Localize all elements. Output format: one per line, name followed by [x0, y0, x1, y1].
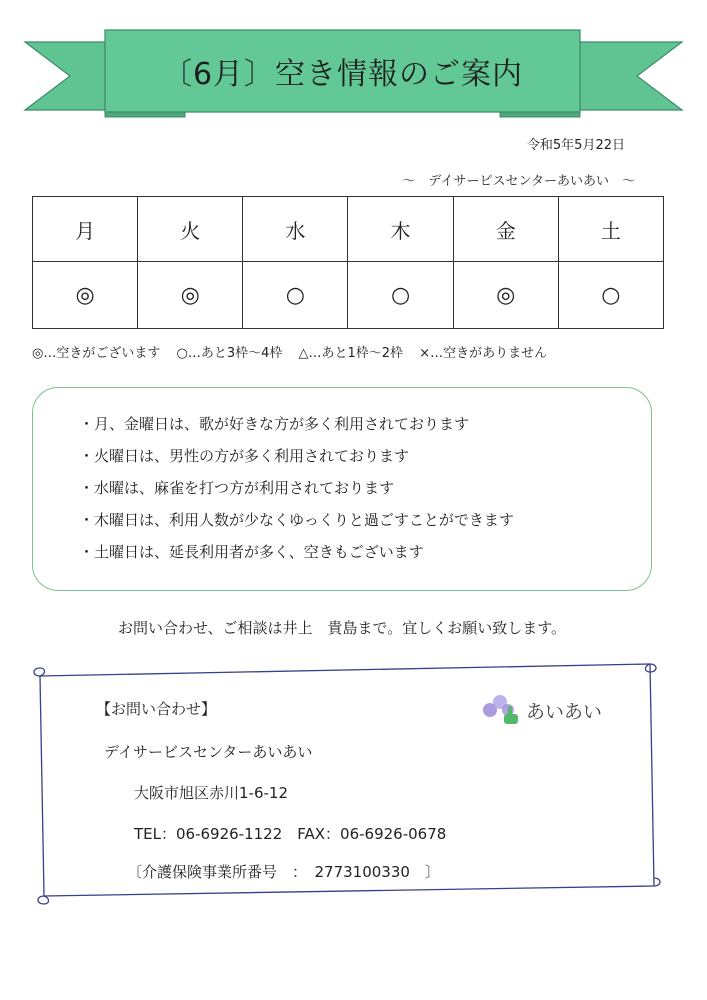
contact-name: デイサービスセンターあいあい: [104, 743, 313, 761]
day-wednesday: 水: [243, 197, 348, 262]
legend: [32, 342, 559, 361]
note-item: ・ 水曜は、麻雀を打つ方が利用されております: [91, 472, 651, 504]
note-item: ・ 火曜日は、男性の方が多く利用されております: [91, 440, 651, 472]
status-row: [33, 262, 664, 329]
notes-box: [32, 387, 652, 591]
organization-line: ～ デイサービスセンターあいあい ～: [402, 174, 635, 189]
aiai-logo: [478, 690, 602, 730]
legend-item: ◎…空きがございます: [32, 346, 161, 361]
contact-address: 大阪市旭区赤川1-6-12: [134, 784, 288, 802]
issue-date: 令和5年5月22日: [526, 138, 625, 153]
legend-item: ×…空きがありません: [419, 346, 548, 361]
day-thursday: 木: [348, 197, 453, 262]
day-tuesday: 火: [138, 197, 243, 262]
weekday-row: [33, 197, 664, 262]
day-saturday: 土: [558, 197, 663, 262]
status-saturday: ○: [558, 262, 663, 329]
flower-hand-icon: [478, 692, 522, 728]
contact-message: お問い合わせ、ご相談は井上 貴島まで。宜しくお願い致します。: [118, 619, 567, 637]
note-item: ・ 木曜日は、利用人数が少なくゆっくりと過ごすことができます: [91, 504, 651, 536]
legend-item: ○…あと3枠～4枠: [176, 346, 283, 361]
contact-registration: 〔介護保険事業所番号 ： 2773100330 〕: [127, 863, 440, 881]
contact-phone-fax: TEL：06-6926-1122 FAX：06-6926-0678: [134, 825, 447, 843]
page-title: 〔6月〕空き情報のご案内: [161, 57, 524, 92]
logo-text: あいあい: [526, 700, 603, 723]
day-friday: 金: [453, 197, 558, 262]
status-thursday: ○: [348, 262, 453, 329]
day-monday: 月: [33, 197, 138, 262]
status-wednesday: ○: [243, 262, 348, 329]
contact-heading: 【お問い合わせ】: [96, 700, 217, 718]
note-item: ・ 月、金曜日は、歌が好きな方が多く利用されております: [91, 408, 651, 440]
availability-table: [32, 196, 664, 329]
status-monday: ◎: [33, 262, 138, 329]
note-item: ・ 土曜日は、延長利用者が多く、空きもございます: [91, 536, 651, 568]
status-tuesday: ◎: [138, 262, 243, 329]
status-friday: ◎: [453, 262, 558, 329]
legend-item: △…あと1枠～2枠: [298, 346, 404, 361]
